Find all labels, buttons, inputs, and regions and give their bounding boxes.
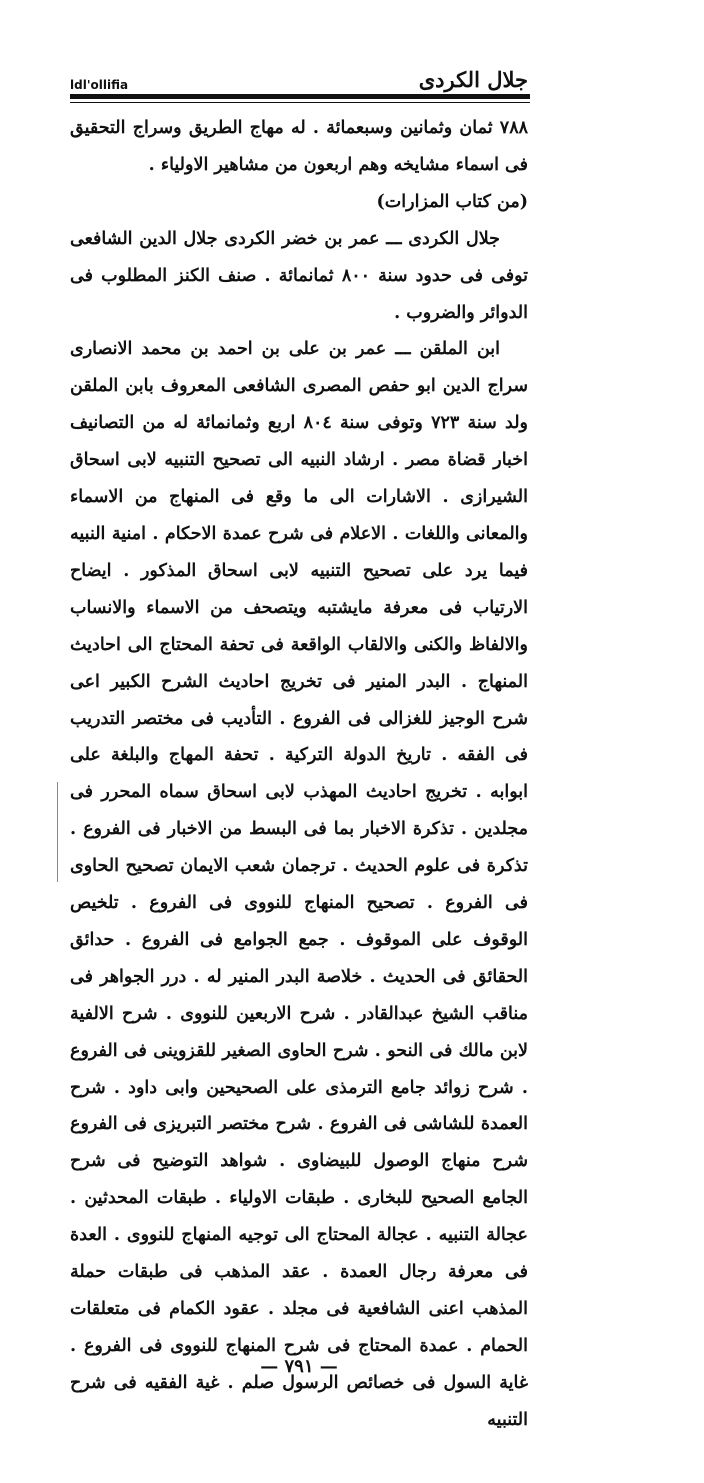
source-note: (من كتاب المزارات) [376,191,528,212]
margin-line [57,782,58,882]
paragraph-continuation: ٧٨٨ ثمان وثمانين وسبعمائة . له مهاج الطريق وسراج التحقيق فى اسماء مشايخه وهم اربعون من مشاهير الاولياء . [70,118,528,175]
page-number: — ٧٩١ — [260,1356,338,1377]
header-mark: ldl'ollifia [70,78,129,92]
running-title: جلال الكردى [418,67,528,92]
entry-ibn-al-mulaqqin: ابن الملقن ـــ عمر بن على بن احمد بن محمد الانصارى سراج الدين ابو حفص المصرى الشافعى المعروف بابن الملقن ولد سنة ٧٢٣ وتوفى سنة ٨٠٤ اربع وثمانمائة له من التصانيف اخبار قضاة مصر . ارشاد النبيه الى تصحيح التنبيه لابى اسحاق الشيرازى . الاشارات الى ما وقع فى المنهاج من الاسماء والمعانى واللغات . الاعلام فى شرح عمدة الاحكام . امنية النبيه فيما يرد على تصحيح التنبيه لابى اسحاق المذكور . ايضاح الارتياب فى معرفة مايشتبه ويتصحف من الاسماء والانساب والالفاظ والكنى والالقاب الواقعة فى تحفة المحتاج الى احاديث المنهاج . البدر المنير فى تخريج احاديث الشرح الكبير اعى شرح الوجيز للغزالى فى الفروع . التأديب فى مختصر التدريب فى الفقه . تاريخ الدولة التركية . تحفة المهاج والبلغة على ابوابه . تخريج احاديث المهذب لابى اسحاق سماه المحرر فى مجلدين . تذكرة الاخبار بما فى البسط من الاخبار فى الفروع . تذكرة فى علوم الحديث . ترجمان شعب الايمان تصحيح الحاوى فى الفروع . تصحيح المنهاج للنووى فى الفروع . تلخيص الوقوف على الموقوف . جمع الجوامع فى الفروع . حدائق الحقائق فى الحديث . خلاصة البدر المنير له . درر الجواهر فى مناقب الشيخ عبدالقادر . شرح الاربعين للنووى . شرح الالفية لابن مالك فى النحو . شرح الحاوى الصغير للقزوينى فى الفروع . شرح زوائد جامع الترمذى على الصحيحين وابى داود . شرح العمدة للشاشى فى الفروع . شرح مختصر التبريزى فى الفروع شرح منهاج الوصول للبيضاوى . شواهد التوضيح فى شرح الجامع الصحيح للبخارى . طبقات الاولياء . طبقات المحدثين . عجالة التنبيه . عجالة المحتاج الى توجيه المنهاج للنووى . العدة فى معرفة رجال العمدة . عقد المذهب فى طبقات حملة المذهب اعنى الشافعية فى مجلد . عقود الكمام فى متعلقات الحمام . عمدة المحتاج فى شرح المنهاج للنووى فى الفروع . غاية السول فى خصائص الرسول صلم . غية الفقيه فى شرح التنبيه [70,339,529,1430]
page-header [70,62,528,92]
header-rule-thick [70,94,530,99]
article-body [70,110,528,1439]
entry-jalal-al-kurdi: جلال الكردى ـــ عمر بن خضر الكردى جلال الدين الشافعى توفى فى حدود سنة ٨٠٠ ثمانمائة . صنف الكنز المطلوب فى الدوائر والضروب . [70,228,528,323]
header-rule-thin [70,102,530,103]
